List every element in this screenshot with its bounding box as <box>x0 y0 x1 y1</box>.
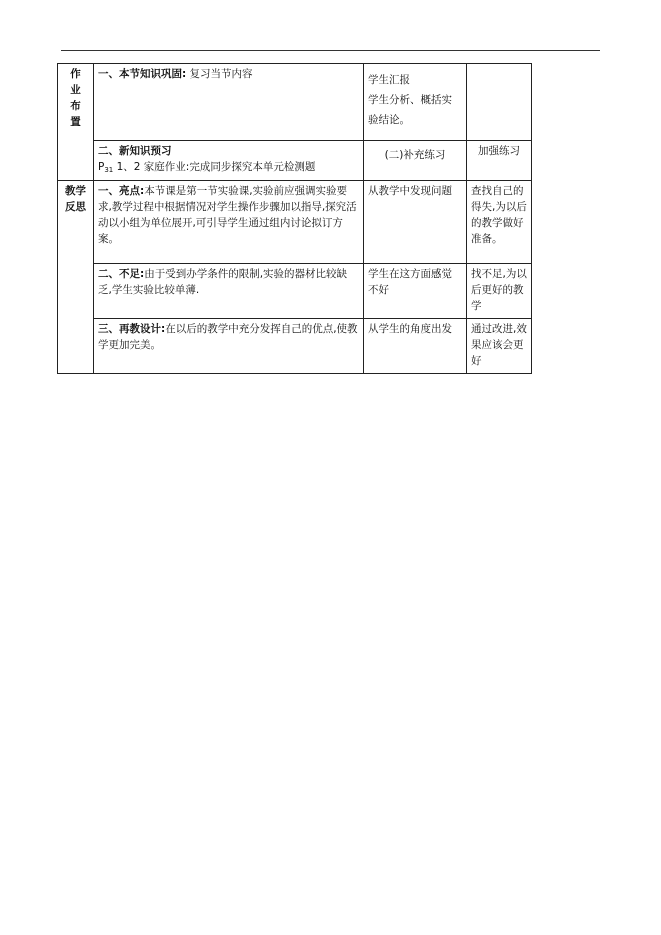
header-rule <box>61 50 600 51</box>
header-char: 置 <box>70 116 81 128</box>
activity-line: 学生分析、概括实 <box>368 94 452 106</box>
reinforce-practice-cell: 加强练习 <box>467 141 532 181</box>
review-label: 一、本节知识巩固: <box>98 68 187 80</box>
weakness-text: 由于受到办学条件的限制,实验的器材比较缺乏,学生实验比较单薄. <box>98 268 348 296</box>
highlight-label: 一、亮点: <box>98 185 145 197</box>
review-intent-cell <box>467 64 532 141</box>
activity-line: 验结论。 <box>368 114 410 126</box>
weakness-col4: 找不足,为以后更好的教学 <box>467 264 532 319</box>
reflection-row-redesign <box>58 319 532 374</box>
weakness-label: 二、不足: <box>98 268 145 280</box>
supplementary-practice-cell: (二)补充练习 <box>364 141 467 181</box>
reflection-row-highlight <box>58 181 532 264</box>
review-activity-cell <box>364 64 467 141</box>
preview-assignment: $P_{31}$ 1、2 家庭作业:完成同步探究本单元检测题 <box>98 161 316 174</box>
preview-cell <box>94 141 364 181</box>
redesign-label: 三、再教设计: <box>98 323 166 335</box>
homework-section-header <box>58 64 94 181</box>
header-char: 教学 <box>65 185 86 197</box>
redesign-col4: 通过改进,效果应该会更好 <box>467 319 532 374</box>
redesign-text: 在以后的教学中充分发挥自己的优点,使教学更加完美。 <box>98 323 358 351</box>
reflection-row-weakness <box>58 264 532 319</box>
homework-row-preview <box>58 141 532 181</box>
header-char: 反思 <box>65 201 86 213</box>
header-char: 作 <box>70 68 81 80</box>
redesign-col3: 从学生的角度出发 <box>364 319 467 374</box>
review-cell <box>94 64 364 141</box>
highlight-cell <box>94 181 364 264</box>
weakness-cell <box>94 264 364 319</box>
highlight-col3: 从教学中发现问题 <box>364 181 467 264</box>
header-char: 业 <box>70 84 81 96</box>
activity-line: 学生汇报 <box>368 74 410 86</box>
review-text: 复习当节内容 <box>186 68 253 80</box>
highlight-col4: 查找自己的得失,为以后的教学做好准备。 <box>467 181 532 264</box>
homework-row-review <box>58 64 532 141</box>
header-char: 布 <box>70 100 81 112</box>
weakness-col3: 学生在这方面感觉不好 <box>364 264 467 319</box>
lesson-plan-table <box>57 63 532 374</box>
highlight-text: 本节课是第一节实验课,实验前应强调实验要求,教学过程中根据情况对学生操作步骤加以指导,探究活动以小组为单位展开,可引导学生通过组内讨论拟订方案。 <box>98 185 357 245</box>
redesign-cell <box>94 319 364 374</box>
preview-label: 二、新知识预习 <box>98 145 172 157</box>
reflection-section-header <box>58 181 94 374</box>
